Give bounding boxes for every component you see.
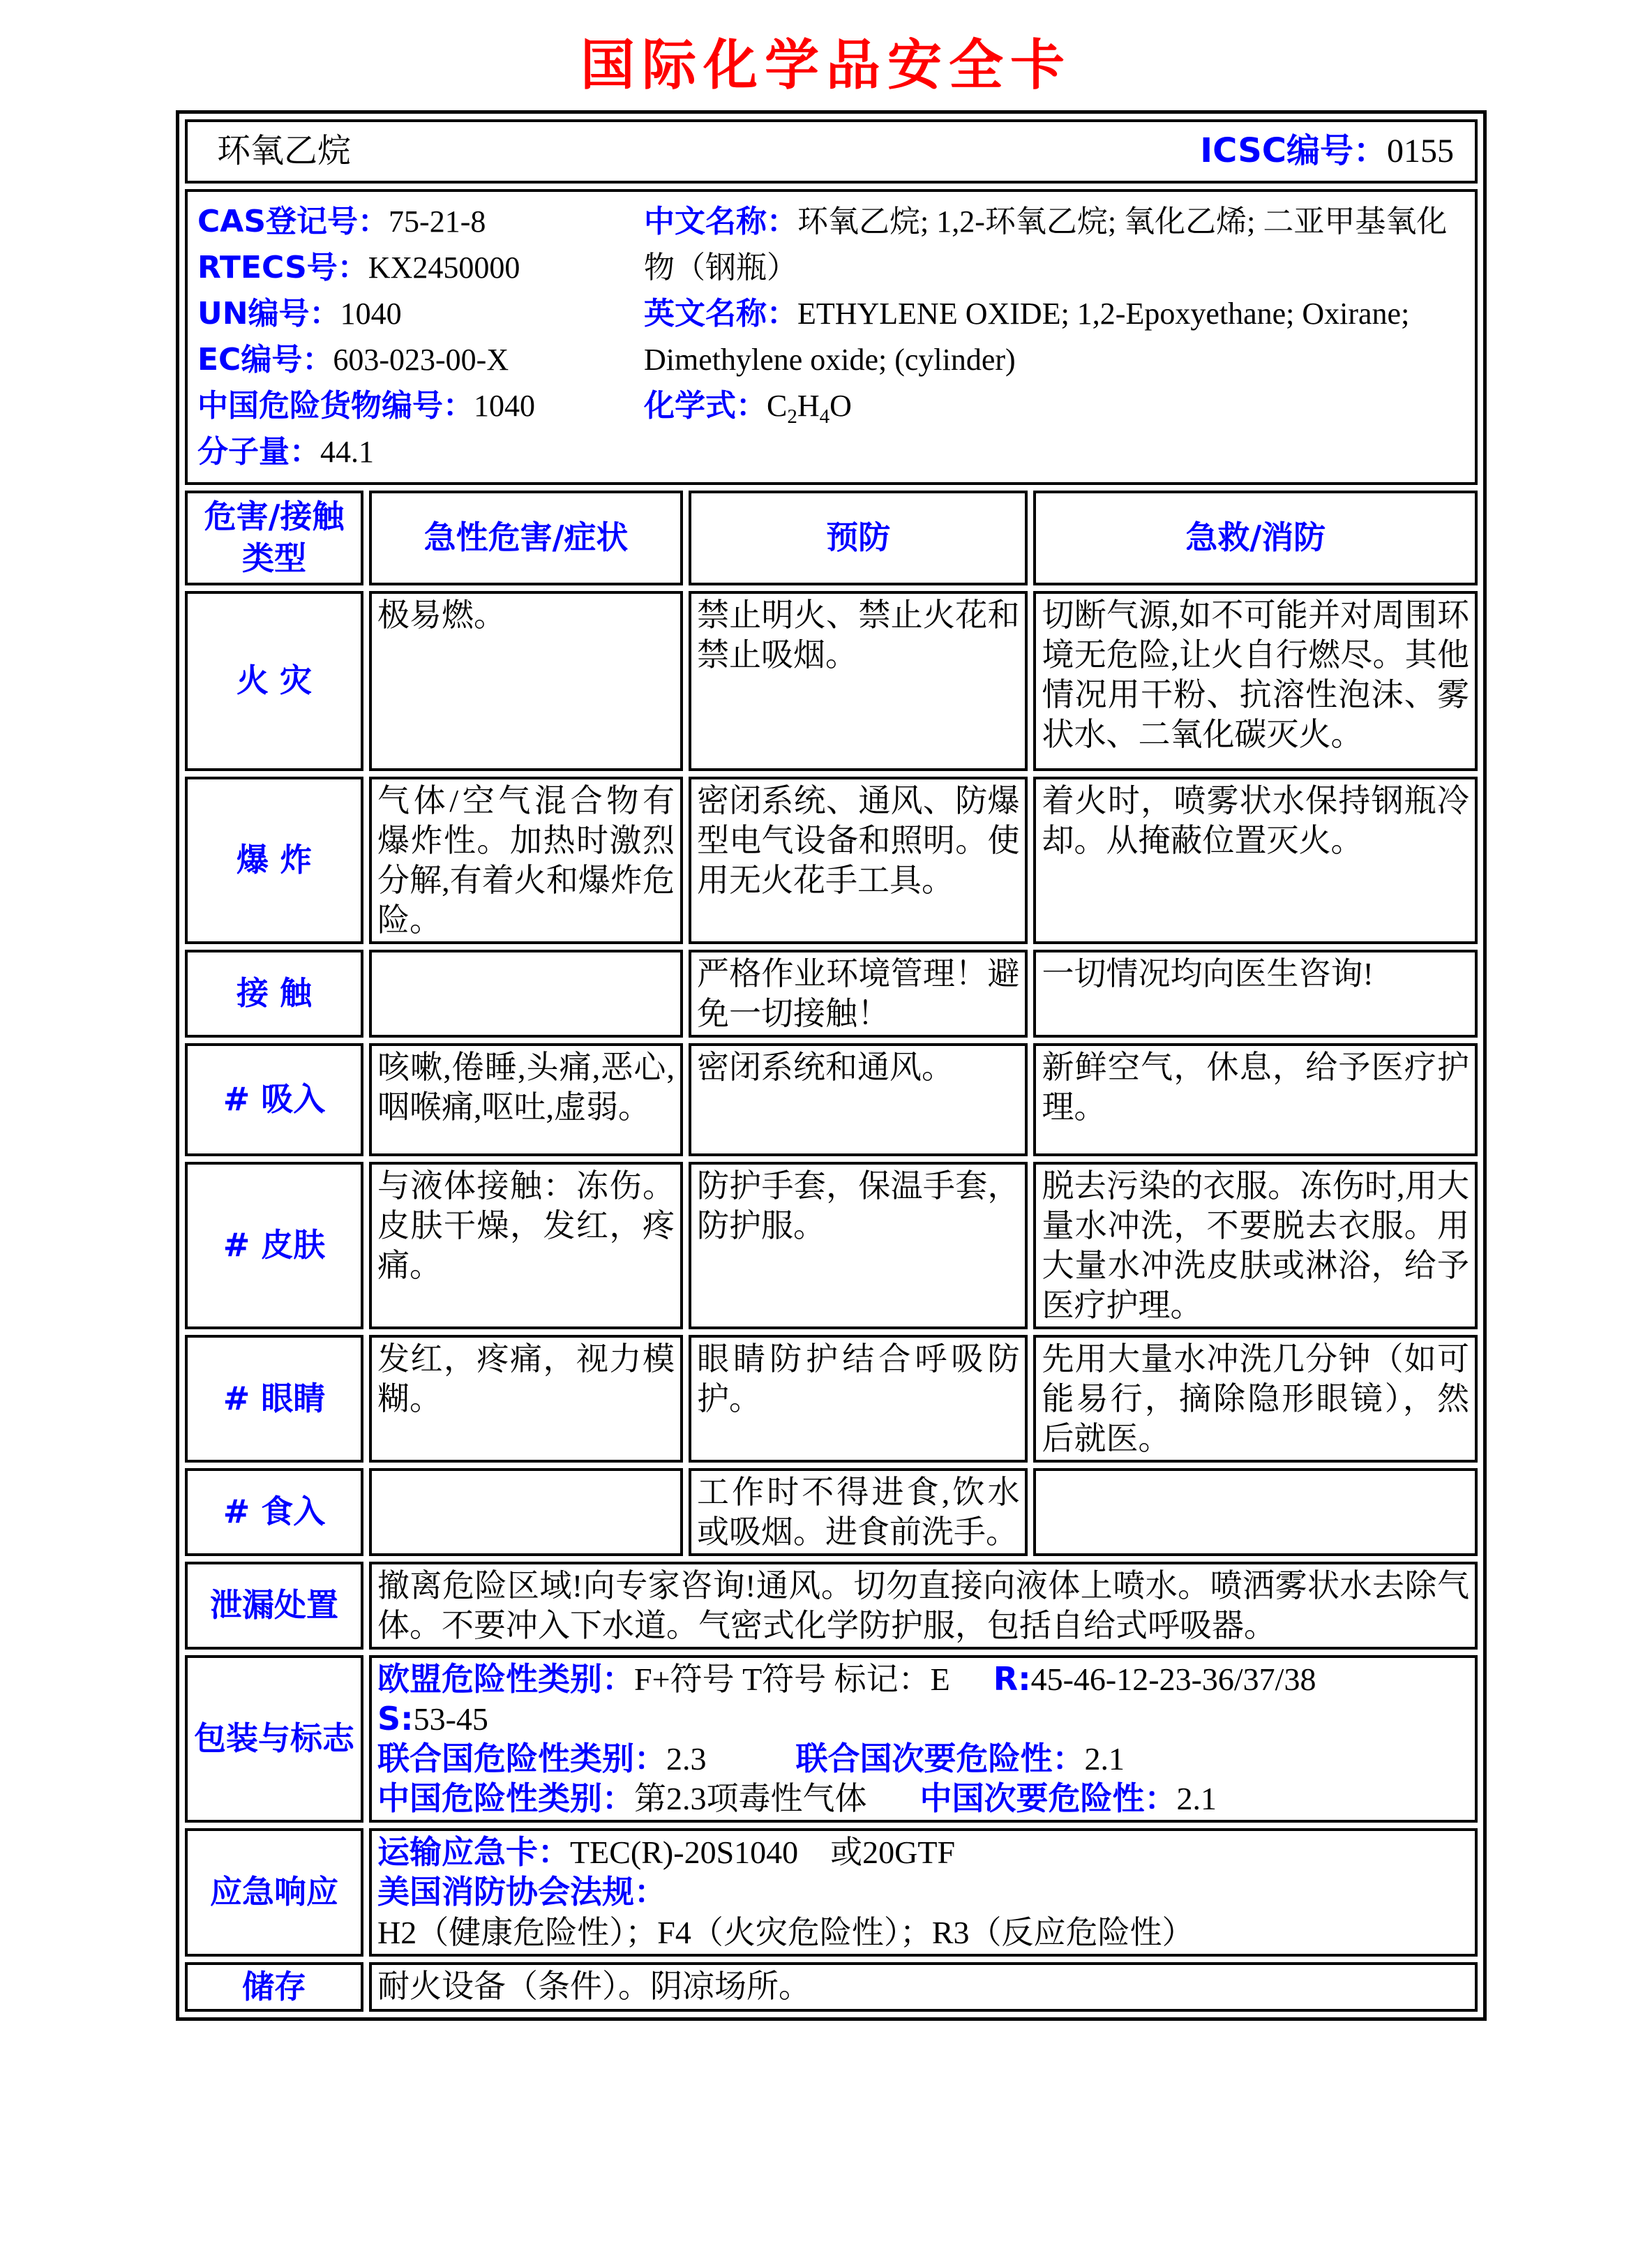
nfpa-value: H2（健康危险性）；F4（火灾危险性）；R3（反应危险性） <box>377 1914 1194 1950</box>
transport-card-label: 运输应急卡： <box>377 1833 571 1871</box>
cas-number-line <box>197 199 644 245</box>
prevention-cell: 密闭系统、通风、防爆型电气设备和照明。使用无火花手工具。 <box>689 777 1028 944</box>
formula-value: $C_2H_4O$ <box>767 388 852 428</box>
un-class-label: 联合国危险性类别： <box>377 1740 667 1778</box>
prevention-cell: 防护手套，保温手套，防护服。 <box>689 1162 1028 1329</box>
storage-section-row <box>185 1962 1478 2012</box>
hazard-header-row <box>185 491 1478 585</box>
hazard-row-skin <box>185 1162 1478 1329</box>
r-phrases-value: 45-46-12-23-36/37/38 <box>1030 1661 1316 1698</box>
hazard-row-eyes <box>185 1335 1478 1463</box>
response-cell: 着火时，喷雾状水保持钢瓶冷却。从掩蔽位置灭火。 <box>1033 777 1478 944</box>
china-dg-number-label: 中国危险货物编号： <box>197 387 474 424</box>
hazard-row-explosion <box>185 777 1478 944</box>
prevention-cell: 眼睛防护结合呼吸防护。 <box>689 1335 1028 1463</box>
cn-subrisk-label: 中国次要危险性： <box>919 1779 1177 1818</box>
ec-number-label: EC编号： <box>197 341 333 378</box>
hazard-col-header-symptoms: 急性危害/症状 <box>369 491 683 585</box>
molecular-weight-value: 44.1 <box>320 434 374 469</box>
cas-number-value: 75-21-8 <box>389 204 486 239</box>
row-type-label: # 眼睛 <box>185 1335 363 1463</box>
storage-text: 耐火设备（条件）。阴凉场所。 <box>369 1962 1478 2012</box>
s-phrases-line <box>377 1699 1469 1739</box>
un-subrisk-label: 联合国次要危险性： <box>795 1740 1085 1778</box>
emergency-section-label: 应急响应 <box>185 1828 363 1956</box>
row-type-label: # 吸入 <box>185 1043 363 1156</box>
response-cell: 切断气源,如不可能并对周围环境无危险,让火自行燃尽。其他情况用干粉、抗溶性泡沫、雾状水、二氧化碳灭火。 <box>1033 591 1478 771</box>
identification-cell <box>185 189 1478 485</box>
eu-class-value: F+符号 T符号 标记：E <box>634 1661 950 1698</box>
identification-columns <box>197 199 1465 475</box>
english-name-line <box>644 291 1459 383</box>
hazard-row-ingestion <box>185 1468 1478 1556</box>
un-subrisk-value: 2.1 <box>1084 1741 1125 1777</box>
symptoms-cell: 发红，疼痛，视力模糊。 <box>369 1335 683 1463</box>
response-cell: 新鲜空气，休息，给予医疗护理。 <box>1033 1043 1478 1156</box>
transport-card-value: TEC(R)-20S1040 或20GTF <box>570 1834 956 1871</box>
un-number-label: UN编号： <box>197 295 340 331</box>
icsc-number: 0155 <box>1387 133 1454 170</box>
china-dg-number-line <box>197 383 644 429</box>
row-type-label: 火 灾 <box>185 591 363 771</box>
symptoms-cell: 与液体接触：冻伤。皮肤干燥，发红，疼痛。 <box>369 1162 683 1329</box>
page-title: 国际化学品安全卡 <box>580 34 1072 97</box>
cn-class-label: 中国危险性类别： <box>377 1779 635 1818</box>
prevention-cell: 密闭系统和通风。 <box>689 1043 1028 1156</box>
prevention-cell: 严格作业环境管理！避免一切接触！ <box>689 950 1028 1038</box>
nfpa-line <box>377 1872 1469 1952</box>
hazard-col-header-prevention: 预防 <box>689 491 1028 585</box>
prevention-cell: 工作时不得进食,饮水或吸烟。进食前洗手。 <box>689 1468 1028 1556</box>
row-type-label: # 皮肤 <box>185 1162 363 1329</box>
substance-name: 环氧乙烷 <box>217 133 352 170</box>
rtecs-number-value: KX2450000 <box>368 250 520 285</box>
cas-number-label: CAS登记号： <box>197 203 389 239</box>
formula-line <box>644 383 1459 432</box>
substance-header-cell <box>185 119 1478 184</box>
un-number-value: 1040 <box>340 296 402 331</box>
symptoms-cell: 极易燃。 <box>369 591 683 771</box>
rtecs-number-line <box>197 245 644 291</box>
english-name-value: ETHYLENE OXIDE; 1,2-Epoxyethane; Oxirane; Dimethylene oxide; (cylinder) <box>644 296 1410 377</box>
identifier-list <box>197 199 644 475</box>
identification-row <box>185 189 1478 485</box>
symptoms-cell: 咳嗽,倦睡,头痛,恶心,咽喉痛,呕吐,虚弱。 <box>369 1043 683 1156</box>
name-block <box>644 199 1465 475</box>
row-type-label: 爆 炸 <box>185 777 363 944</box>
chinese-name-line <box>644 199 1459 291</box>
symptoms-cell <box>369 950 683 1038</box>
hazard-col-header-type: 危害/接触类型 <box>185 491 363 585</box>
icsc-number-group <box>1200 130 1454 172</box>
transport-card-line <box>377 1832 1469 1872</box>
cn-class-line <box>377 1779 1469 1818</box>
un-class-line <box>377 1739 1469 1779</box>
row-type-label: 接 触 <box>185 950 363 1038</box>
china-dg-number-value: 1040 <box>474 388 535 423</box>
rtecs-number-label: RTECS号： <box>197 249 368 285</box>
response-cell: 先用大量水冲洗几分钟（如可能易行，摘除隐形眼镜），然后就医。 <box>1033 1335 1478 1463</box>
spill-section-row <box>185 1562 1478 1650</box>
r-phrases-label: R: <box>993 1660 1031 1698</box>
cn-class-value: 第2.3项毒性气体 <box>634 1781 867 1817</box>
eu-class-line <box>377 1659 1469 1699</box>
nfpa-label: 美国消防协会法规： <box>377 1873 667 1911</box>
spill-section-label: 泄漏处置 <box>185 1562 363 1650</box>
english-name-label: 英文名称： <box>644 295 797 331</box>
eu-class-label: 欧盟危险性类别： <box>377 1660 635 1698</box>
packaging-section-label: 包装与标志 <box>185 1655 363 1823</box>
safety-card-table <box>176 110 1487 2021</box>
hazard-row-inhalation <box>185 1043 1478 1156</box>
packaging-content <box>369 1655 1478 1823</box>
hazard-row-fire <box>185 591 1478 771</box>
response-cell: 脱去污染的衣服。冻伤时,用大量水冲洗，不要脱去衣服。用大量水冲洗皮肤或淋浴，给予医疗护理。 <box>1033 1162 1478 1329</box>
row-type-label: # 食入 <box>185 1468 363 1556</box>
response-cell <box>1033 1468 1478 1556</box>
emergency-section-row <box>185 1828 1478 1956</box>
s-phrases-value: 53-45 <box>413 1701 488 1737</box>
packaging-section-row <box>185 1655 1478 1823</box>
spill-text: 撤离危险区域!向专家咨询!通风。切勿直接向液体上喷水。喷洒雾状水去除气体。不要冲入下水道。气密式化学防护服，包括自给式呼吸器。 <box>369 1562 1478 1650</box>
cn-subrisk-value: 2.1 <box>1176 1781 1217 1817</box>
hazard-row-exposure <box>185 950 1478 1038</box>
substance-header-row <box>185 119 1478 184</box>
un-number-line <box>197 291 644 337</box>
ec-number-value: 603-023-00-X <box>333 342 509 377</box>
storage-section-label: 储存 <box>185 1962 363 2012</box>
ec-number-line <box>197 337 644 383</box>
emergency-content <box>369 1828 1478 1956</box>
icsc-label: ICSC编号： <box>1200 131 1387 171</box>
molecular-weight-label: 分子量： <box>197 433 320 470</box>
formula-label: 化学式： <box>644 387 767 424</box>
chinese-name-label: 中文名称： <box>644 203 797 239</box>
un-class-value: 2.3 <box>666 1741 707 1777</box>
s-phrases-label: S: <box>377 1700 414 1738</box>
prevention-cell: 禁止明火、禁止火花和禁止吸烟。 <box>689 591 1028 771</box>
response-cell: 一切情况均向医生咨询! <box>1033 950 1478 1038</box>
symptoms-cell: 气体/空气混合物有爆炸性。加热时激烈分解,有着火和爆炸危险。 <box>369 777 683 944</box>
symptoms-cell <box>369 1468 683 1556</box>
molecular-weight-line <box>197 429 644 475</box>
hazard-col-header-response: 急救/消防 <box>1033 491 1478 585</box>
chinese-name-value: 环氧乙烷; 1,2-环氧乙烷; 氧化乙烯; 二亚甲基氧化物（钢瓶） <box>644 204 1448 285</box>
